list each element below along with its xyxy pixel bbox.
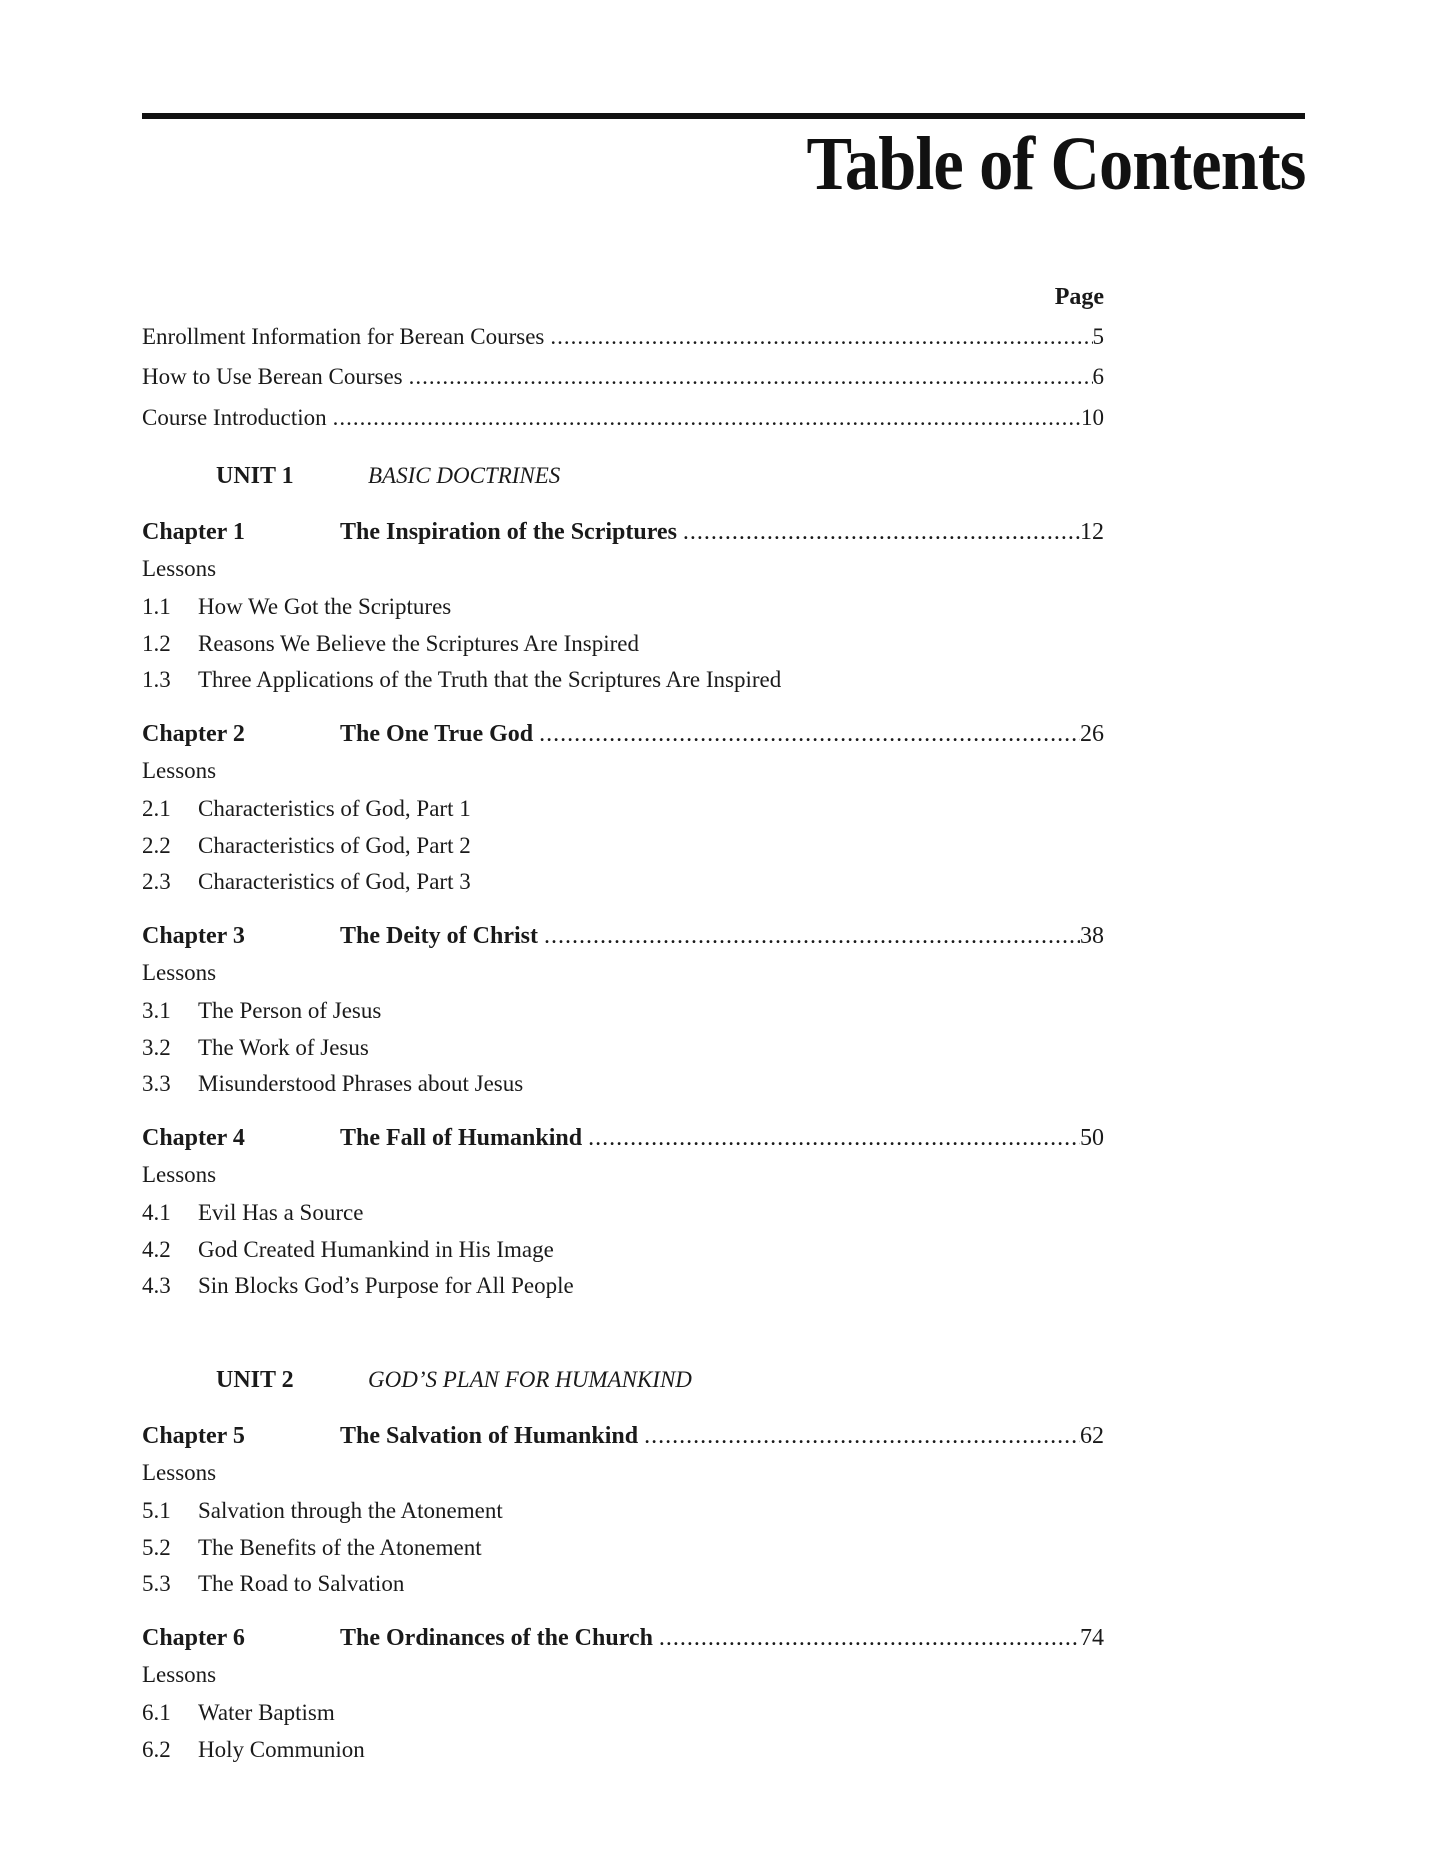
lesson-item[interactable] bbox=[142, 592, 451, 622]
lesson-number: 1.3 bbox=[142, 667, 171, 693]
lessons-label: Lessons bbox=[142, 1162, 217, 1187]
chapter-entry[interactable] bbox=[142, 719, 1104, 749]
lesson-number: 5.1 bbox=[142, 1498, 171, 1523]
lesson-title: The Work of Jesus bbox=[198, 1034, 369, 1060]
lesson-number: 5.2 bbox=[142, 1534, 171, 1560]
chapter-label: Chapter 3 bbox=[142, 923, 245, 949]
leader-dots bbox=[409, 362, 1093, 392]
lesson-number: 2.1 bbox=[142, 796, 171, 821]
unit-label: UNIT 2 bbox=[216, 1367, 294, 1393]
leader-dots bbox=[683, 517, 1080, 547]
header-rule bbox=[142, 113, 1305, 119]
lesson-item[interactable] bbox=[142, 1033, 369, 1063]
entry-title: The Fall of Humankind bbox=[340, 1125, 583, 1151]
entry-title: The Salvation of Humankind bbox=[340, 1423, 639, 1449]
lesson-number: 1.2 bbox=[142, 630, 171, 656]
lesson-item[interactable] bbox=[142, 1069, 523, 1099]
page-number: 26 bbox=[1080, 721, 1104, 747]
lesson-title: Salvation through the Atonement bbox=[198, 1498, 503, 1523]
lesson-number: 6.1 bbox=[142, 1700, 171, 1725]
lesson-number: 3.3 bbox=[142, 1071, 171, 1097]
lesson-number: 4.3 bbox=[142, 1273, 171, 1299]
toc-entry[interactable] bbox=[142, 403, 1104, 433]
page-number: 6 bbox=[1092, 364, 1104, 389]
lesson-number: 3.2 bbox=[142, 1034, 171, 1060]
page-number: 10 bbox=[1081, 405, 1104, 430]
lesson-number: 6.2 bbox=[142, 1736, 171, 1762]
lesson-number: 3.1 bbox=[142, 998, 171, 1023]
page-number: 74 bbox=[1080, 1625, 1104, 1651]
page-number: 12 bbox=[1080, 519, 1104, 545]
lesson-title: Water Baptism bbox=[198, 1700, 335, 1725]
unit-title: BASIC DOCTRINES bbox=[368, 463, 561, 488]
lesson-item[interactable] bbox=[142, 665, 781, 695]
entry-title: The Deity of Christ bbox=[340, 923, 538, 949]
lesson-item[interactable] bbox=[142, 1271, 574, 1301]
lessons-label: Lessons bbox=[142, 960, 217, 985]
lesson-number: 4.1 bbox=[142, 1200, 171, 1225]
toc-entry[interactable] bbox=[142, 322, 1104, 352]
unit-title: GOD’S PLAN FOR HUMANKIND bbox=[368, 1367, 692, 1392]
chapter-label: Chapter 1 bbox=[142, 519, 245, 545]
leader-dots bbox=[333, 403, 1081, 433]
chapter-entry[interactable] bbox=[142, 517, 1104, 547]
toc-entry[interactable] bbox=[142, 362, 1104, 392]
leader-dots bbox=[659, 1623, 1080, 1653]
page-number: 62 bbox=[1080, 1423, 1104, 1449]
chapter-entry[interactable] bbox=[142, 921, 1104, 951]
chapter-label: Chapter 6 bbox=[142, 1625, 245, 1651]
lesson-item[interactable] bbox=[142, 831, 471, 861]
lesson-number: 5.3 bbox=[142, 1571, 171, 1597]
entry-title: The Inspiration of the Scriptures bbox=[340, 519, 677, 545]
leader-dots bbox=[588, 1123, 1080, 1153]
lesson-item[interactable] bbox=[142, 996, 381, 1026]
chapter-label: Chapter 4 bbox=[142, 1125, 245, 1151]
entry-title: Course Introduction bbox=[142, 405, 327, 430]
page-column-label: Page bbox=[1054, 284, 1104, 310]
lessons-label: Lessons bbox=[142, 1662, 217, 1687]
lesson-title: Holy Communion bbox=[198, 1736, 365, 1762]
lesson-item[interactable] bbox=[142, 867, 471, 897]
lessons-label: Lessons bbox=[142, 758, 217, 783]
entry-title: How to Use Berean Courses bbox=[142, 364, 403, 389]
lesson-item[interactable] bbox=[142, 1533, 482, 1563]
lesson-item[interactable] bbox=[142, 794, 471, 824]
chapter-entry[interactable] bbox=[142, 1123, 1104, 1153]
lesson-title: Reasons We Believe the Scriptures Are Inspired bbox=[198, 630, 639, 656]
lesson-title: Misunderstood Phrases about Jesus bbox=[198, 1071, 524, 1097]
page-number: 50 bbox=[1080, 1125, 1104, 1151]
lesson-item[interactable] bbox=[142, 1198, 363, 1228]
unit-label: UNIT 1 bbox=[216, 463, 294, 489]
lessons-label: Lessons bbox=[142, 1460, 217, 1485]
lesson-number: 2.3 bbox=[142, 869, 171, 895]
chapter-label: Chapter 5 bbox=[142, 1423, 245, 1449]
lesson-title: How We Got the Scriptures bbox=[198, 594, 452, 619]
lesson-item[interactable] bbox=[142, 1496, 503, 1526]
page-number: 5 bbox=[1092, 324, 1104, 349]
lesson-number: 1.1 bbox=[142, 594, 171, 619]
lesson-title: Sin Blocks God’s Purpose for All People bbox=[198, 1273, 574, 1299]
entry-title: The One True God bbox=[340, 721, 534, 747]
page-title: Table of Contents bbox=[805, 122, 1305, 206]
lesson-item[interactable] bbox=[142, 1235, 554, 1265]
chapter-entry[interactable] bbox=[142, 1421, 1104, 1451]
lesson-item[interactable] bbox=[142, 629, 639, 659]
lesson-title: The Road to Salvation bbox=[198, 1571, 405, 1597]
page-number: 38 bbox=[1080, 923, 1104, 949]
lesson-item[interactable] bbox=[142, 1698, 335, 1728]
lesson-item[interactable] bbox=[142, 1569, 404, 1599]
leader-dots bbox=[544, 921, 1080, 951]
entry-title: Enrollment Information for Berean Courses bbox=[142, 324, 545, 349]
lesson-title: The Person of Jesus bbox=[198, 998, 382, 1023]
leader-dots bbox=[644, 1421, 1080, 1451]
leader-dots bbox=[539, 719, 1080, 749]
lesson-number: 2.2 bbox=[142, 832, 171, 858]
lesson-title: The Benefits of the Atonement bbox=[198, 1534, 482, 1560]
lessons-label: Lessons bbox=[142, 556, 217, 581]
lesson-number: 4.2 bbox=[142, 1236, 171, 1262]
lesson-title: Characteristics of God, Part 3 bbox=[198, 869, 471, 895]
chapter-label: Chapter 2 bbox=[142, 721, 245, 747]
lesson-title: Three Applications of the Truth that the Scriptures Are Inspired bbox=[198, 667, 782, 693]
entry-title: The Ordinances of the Church bbox=[340, 1625, 653, 1651]
lesson-title: Evil Has a Source bbox=[198, 1200, 364, 1225]
leader-dots bbox=[550, 322, 1092, 352]
lesson-title: Characteristics of God, Part 1 bbox=[198, 796, 471, 821]
lesson-title: God Created Humankind in His Image bbox=[198, 1236, 554, 1262]
chapter-entry[interactable] bbox=[142, 1623, 1104, 1653]
lesson-title: Characteristics of God, Part 2 bbox=[198, 832, 471, 858]
lesson-item[interactable] bbox=[142, 1735, 365, 1765]
